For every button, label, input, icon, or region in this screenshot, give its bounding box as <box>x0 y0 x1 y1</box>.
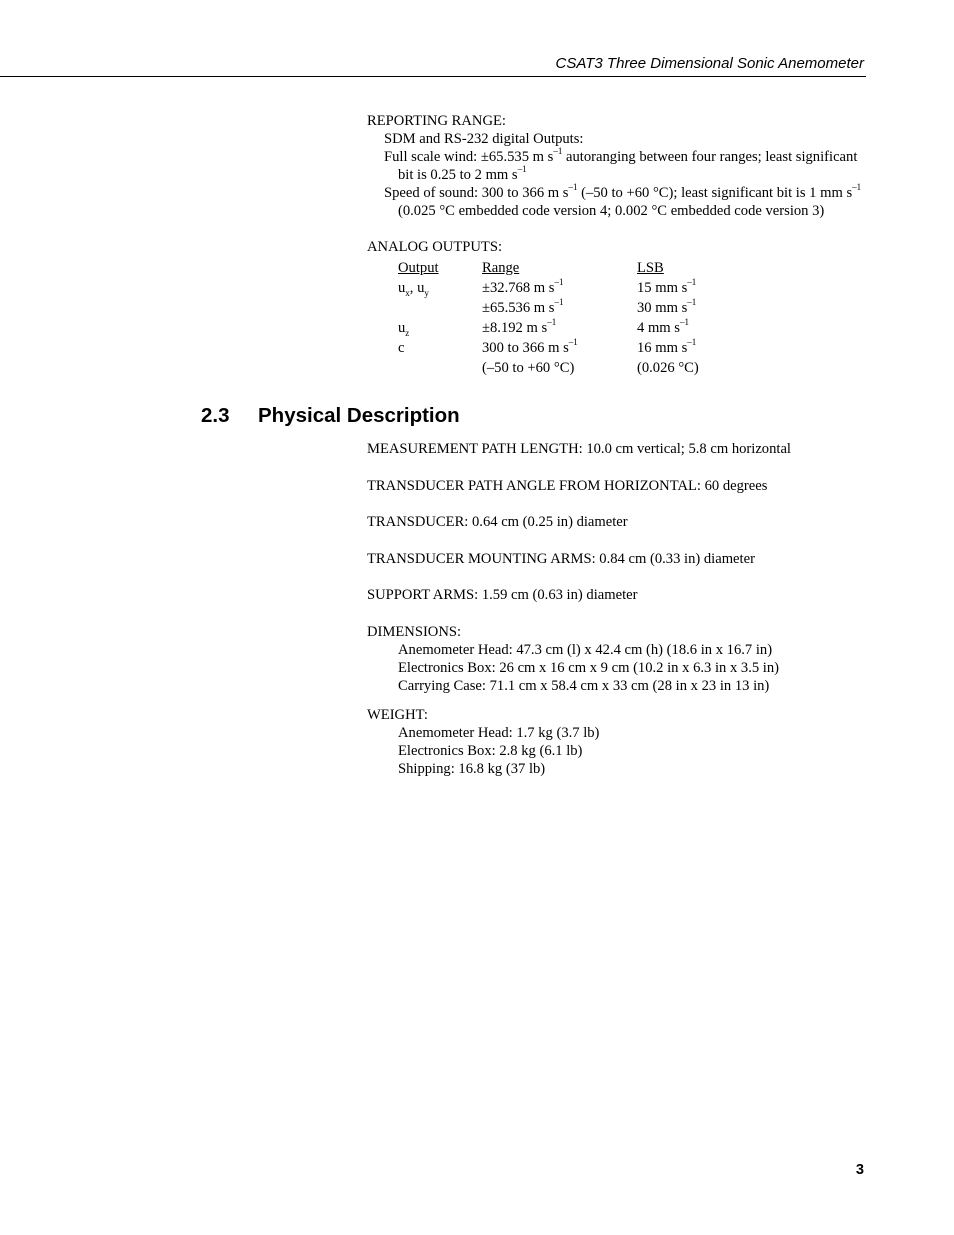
reporting-range-heading: REPORTING RANGE: <box>367 113 506 129</box>
sound-text-b: (–50 to +60 °C); least significant bit is 1 mm s <box>577 185 853 201</box>
running-header-title: CSAT3 Three Dimensional Sonic Anemometer <box>555 55 864 72</box>
wind-exp-2: –1 <box>517 164 527 175</box>
sound-text-c: (0.025 °C embedded code version 4; 0.002 °C embedded code version 3) <box>398 203 825 219</box>
analog-outputs-table <box>398 259 699 379</box>
range-cell: (–50 to +60 °C) <box>482 360 575 376</box>
table-row <box>398 339 699 359</box>
list-item: Electronics Box: 26 cm x 16 cm x 9 cm (10.2 in x 6.3 in x 3.5 in) <box>398 659 780 676</box>
mounting-arms-spec: TRANSDUCER MOUNTING ARMS: 0.84 cm (0.33 in) diameter <box>367 550 755 567</box>
path-length-spec: MEASUREMENT PATH LENGTH: 10.0 cm vertical; 5.8 cm horizontal <box>367 441 791 457</box>
output-cell: $u_x$, $u_y$ <box>398 280 429 298</box>
column-header-range: Range <box>482 260 520 276</box>
specifications-top <box>367 112 867 379</box>
sound-exp-2: –1 <box>852 182 862 193</box>
transducer-spec: TRANSDUCER: 0.64 cm (0.25 in) diameter <box>367 514 628 531</box>
output-cell: c <box>398 340 405 356</box>
full-scale-wind-spec <box>367 148 867 184</box>
support-arms-spec: SUPPORT ARMS: 1.59 cm (0.63 in) diameter <box>367 587 638 604</box>
lsb-cell: (0.026 °C) <box>637 360 699 376</box>
output-cell <box>398 299 482 319</box>
wind-text-a: Full scale wind: ±65.535 m s <box>384 149 554 165</box>
digital-outputs-label: SDM and RS-232 digital Outputs: <box>384 131 584 147</box>
lsb-cell: 16 mm $s^{-1}$ <box>637 337 697 356</box>
weight-heading: WEIGHT: <box>367 706 428 723</box>
sound-text-a: Speed of sound: 300 to 366 m s <box>384 185 569 201</box>
table-header-row <box>398 259 699 279</box>
dimensions-heading: DIMENSIONS: <box>367 623 462 640</box>
wind-exp-1: –1 <box>553 146 563 157</box>
column-header-output: Output <box>398 260 439 276</box>
list-item: Electronics Box: 2.8 kg (6.1 lb) <box>398 742 583 759</box>
output-cell <box>398 359 482 379</box>
table-row <box>398 319 699 339</box>
section-title: Physical Description <box>258 404 460 427</box>
list-item: Anemometer Head: 47.3 cm (l) x 42.4 cm (h) (18.6 in x 16.7 in) <box>398 641 773 658</box>
list-item: Shipping: 16.8 kg (37 lb) <box>398 760 546 777</box>
range-cell: ±65.536 m $s^{-1}$ <box>482 297 564 316</box>
speed-of-sound-spec <box>367 184 867 220</box>
range-cell: 300 to 366 m $s^{-1}$ <box>482 337 578 356</box>
path-angle-spec: TRANSDUCER PATH ANGLE FROM HORIZONTAL: 60 degrees <box>367 477 768 494</box>
wind-text-b: autoranging between four ranges; least significant bit is 0.25 to 2 mm s <box>398 149 858 183</box>
analog-outputs-heading: ANALOG OUTPUTS: <box>367 239 502 255</box>
lsb-cell: 15 mm $s^{-1}$ <box>637 277 697 296</box>
section-number: 2.3 <box>201 404 230 427</box>
lsb-cell: 30 mm $s^{-1}$ <box>637 297 697 316</box>
table-row <box>398 299 699 319</box>
table-row <box>398 279 699 299</box>
column-header-lsb: LSB <box>637 260 664 276</box>
page-number: 3 <box>855 1162 864 1178</box>
header-rule <box>0 76 866 77</box>
list-item: Anemometer Head: 1.7 kg (3.7 lb) <box>398 724 600 741</box>
list-item: Carrying Case: 71.1 cm x 58.4 cm x 33 cm (28 in x 23 in 13 in) <box>398 677 770 694</box>
sound-exp-1: –1 <box>568 182 578 193</box>
range-cell: ±8.192 m $s^{-1}$ <box>482 317 557 336</box>
lsb-cell: 4 mm $s^{-1}$ <box>637 317 689 336</box>
table-row <box>398 359 699 379</box>
output-cell: $u_z$ <box>398 320 410 338</box>
physical-description-body <box>367 440 867 778</box>
section-heading <box>201 404 460 428</box>
range-cell: ±32.768 m $s^{-1}$ <box>482 277 564 296</box>
